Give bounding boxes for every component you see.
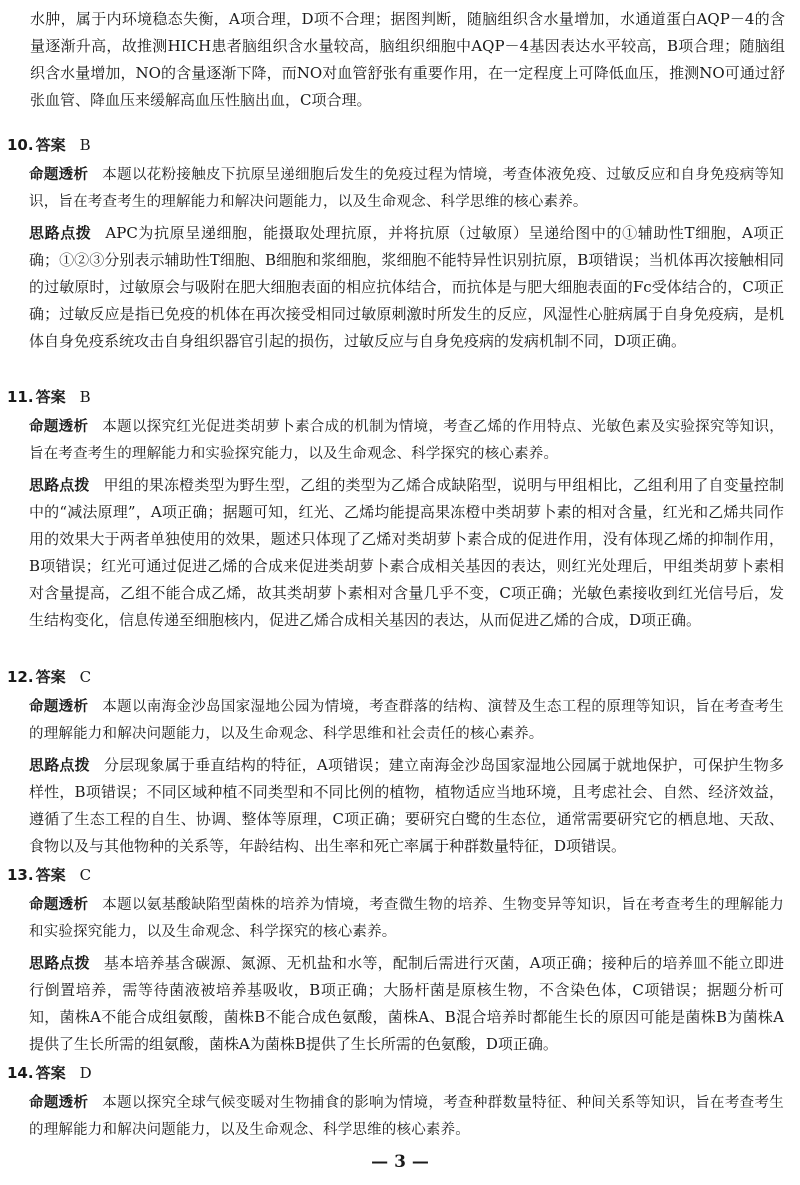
question-number: 13. <box>7 866 34 884</box>
answer-line <box>7 862 787 888</box>
question-11 <box>7 384 787 634</box>
question-12 <box>7 664 787 860</box>
analysis-text: 本题以探究红光促进类胡萝卜素合成的机制为情境，考查乙烯的作用特点、光敏色素及实验探究等知识，旨在考查考生的理解能力和实验探究能力，以及生命观念、科学探究的核心素养。 <box>29 419 784 462</box>
answer-line <box>7 1060 787 1086</box>
answer-label: 答案 <box>35 388 66 406</box>
analysis-label: 命题透析 <box>29 167 89 183</box>
answer-value: B <box>79 388 91 406</box>
continued-explanation: 水肿，属于内环境稳态失衡，A项合理，D项不合理；据图判断，随脑组织含水量增加，水通道蛋白AQP－4的含量逐渐升高，故推测HICH患者脑组织含水量较高，脑组织细胞中AQP－4基因表达水平较高，B项合理；随脑组织含水量增加，NO的含量逐渐下降，而NO对血管舒张有重要作用，在一定程度上可降低血压，推测NO可通过舒张血管、降血压来缓解高血压性脑出血，C项合理。 <box>30 10 785 109</box>
analysis-label: 命题透析 <box>29 419 89 435</box>
approach-label: 思路点拨 <box>29 476 90 494</box>
analysis-paragraph <box>29 162 784 216</box>
answer-line <box>7 132 787 158</box>
approach-paragraph <box>29 472 784 634</box>
question-13 <box>7 862 787 1058</box>
answer-value: D <box>79 1064 92 1082</box>
question-10 <box>7 132 787 355</box>
question-number: 14. <box>7 1064 34 1082</box>
page-number: — 3 — <box>371 1152 429 1172</box>
approach-label: 思路点拨 <box>29 224 92 242</box>
analysis-paragraph <box>29 1090 784 1144</box>
analysis-paragraph <box>29 892 784 946</box>
answer-label: 答案 <box>35 1064 66 1082</box>
question-number: 10. <box>7 136 34 154</box>
analysis-paragraph <box>29 694 784 748</box>
analysis-label: 命题透析 <box>29 1095 89 1111</box>
approach-text: APC为抗原呈递细胞，能摄取处理抗原，并将抗原（过敏原）呈递给图中的①辅助性T细胞，A项正确；①②③分别表示辅助性T细胞、B细胞和浆细胞，浆细胞不能特异性识别抗原，B项错误；当机体再次接触相同的过敏原时，过敏原会与吸附在肥大细胞表面的相应抗体结合，而抗体是与肥大细胞表面的Fc受体结合的，C项正确；过敏反应是指已免疫的机体在再次接受相同过敏原刺激时所发生的反应，风湿性心脏病属于自身免疫病，是机体自身免疫系统攻击自身组织器官引起的损伤，过敏反应与自身免疫病的发病机制不同，D项正确。 <box>29 224 784 350</box>
approach-paragraph <box>29 950 784 1058</box>
question-14 <box>7 1060 787 1144</box>
analysis-text: 本题以探究全球气候变暖对生物捕食的影响为情境，考查种群数量特征、种间关系等知识，旨在考查考生的理解能力和解决问题能力，以及生命观念、科学思维的核心素养。 <box>29 1095 784 1138</box>
answer-value: B <box>79 136 91 154</box>
answer-value: C <box>79 866 92 884</box>
approach-text: 甲组的果冻橙类型为野生型，乙组的类型为乙烯合成缺陷型，说明与甲组相比，乙组利用了自变量控制中的“减法原理”，A项正确；据题可知，红光、乙烯均能提高果冻橙中类胡萝卜素的相对含量，红光和乙烯共同作用的效果大于两者单独使用的效果，题述只体现了乙烯对类胡萝卜素合成的促进作用，没有体现乙烯的抑制作用，B项错误；红光可通过促进乙烯的合成来促进类胡萝卜素合成相关基因的表达，则红光处理后，甲组类胡萝卜素相对含量提高，乙组不能合成乙烯，故其类胡萝卜素相对含量几乎不变，C项正确；光敏色素接收到红光信号后，发生结构变化，信息传递至细胞核内，促进乙烯合成相关基因的表达，从而促进乙烯的合成，D项正确。 <box>29 476 784 629</box>
answer-line <box>7 664 787 690</box>
analysis-text: 本题以南海金沙岛国家湿地公园为情境，考查群落的结构、演替及生态工程的原理等知识，旨在考查考生的理解能力和解决问题能力，以及生命观念、科学思维和社会责任的核心素养。 <box>29 699 784 742</box>
analysis-label: 命题透析 <box>29 897 89 913</box>
approach-text: 基本培养基含碳源、氮源、无机盐和水等，配制后需进行灭菌，A项正确；接种后的培养皿不能立即进行倒置培养，需等待菌液被培养基吸收，B项正确；大肠杆菌是原核生物，不含染色体，C项错误；据题分析可知，菌株A不能合成组氨酸，菌株B不能合成色氨酸，菌株A、B混合培养时都能生长的原因可能是菌株B为菌株A提供了生长所需的组氨酸，菌株A为菌株B提供了生长所需的色氨酸，D项正确。 <box>29 954 784 1053</box>
analysis-text: 本题以花粉接触皮下抗原呈递细胞后发生的免疫过程为情境，考查体液免疫、过敏反应和自身免疫病等知识，旨在考查考生的理解能力和解决问题能力，以及生命观念、科学思维的核心素养。 <box>29 167 784 210</box>
answer-value: C <box>79 668 92 686</box>
answer-line <box>7 384 787 410</box>
analysis-label: 命题透析 <box>29 699 89 715</box>
question-number: 11. <box>7 388 34 406</box>
answer-label: 答案 <box>35 136 66 154</box>
question-number: 12. <box>7 668 34 686</box>
approach-text: 分层现象属于垂直结构的特征，A项错误；建立南海金沙岛国家湿地公园属于就地保护，可保护生物多样性，B项错误；不同区域种植不同类型和不同比例的植物，植物适应当地环境，且考虑社会、自然、经济效益，遵循了生态工程的自生、协调、整体等原理，C项正确；要研究白鹭的生态位，通常需要研究它的栖息地、天敌、食物以及与其他物种的关系等，年龄结构、出生率和死亡率属于种群数量特征，D项错误。 <box>29 756 784 855</box>
analysis-paragraph <box>29 414 784 468</box>
approach-label: 思路点拨 <box>29 756 90 774</box>
answer-label: 答案 <box>35 866 66 884</box>
approach-paragraph <box>29 752 784 860</box>
approach-label: 思路点拨 <box>29 954 90 972</box>
approach-paragraph <box>29 220 784 355</box>
analysis-text: 本题以氨基酸缺陷型菌株的培养为情境，考查微生物的培养、生物变异等知识，旨在考查考生的理解能力和实验探究能力，以及生命观念、科学探究的核心素养。 <box>29 897 784 940</box>
answer-label: 答案 <box>35 668 66 686</box>
